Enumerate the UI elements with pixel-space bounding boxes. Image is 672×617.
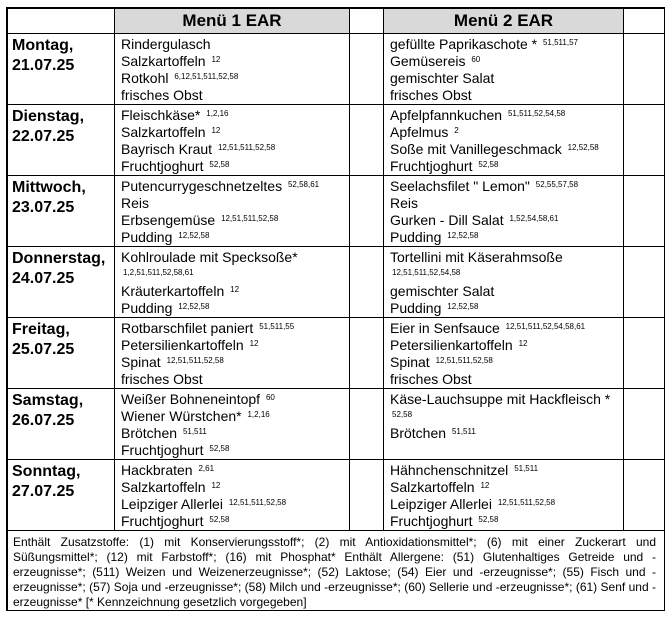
allergen-codes: 12,51,511,52,58 — [166, 356, 224, 365]
dish-name: Hackbraten — [121, 462, 193, 478]
day-date: 26.07.25 — [12, 412, 75, 429]
dish-name: Salzkartoffeln — [121, 124, 206, 140]
menu-item — [121, 496, 349, 513]
menu-item — [390, 249, 623, 283]
dish-name: frisches Obst — [390, 371, 472, 387]
dish-name: Salzkartoffeln — [121, 53, 206, 69]
menu-item — [390, 229, 623, 246]
day-date: 23.07.25 — [12, 199, 75, 216]
allergen-codes: 60 — [265, 393, 275, 402]
menu-item — [390, 283, 623, 300]
allergen-codes: 12,51,511,52,58 — [435, 356, 493, 365]
header-day-cell — [8, 9, 115, 34]
day-row — [8, 247, 665, 318]
allergen-codes: 2 — [454, 126, 459, 135]
day-name: Samstag, — [12, 392, 84, 409]
menu-item — [390, 300, 623, 317]
menu-item — [121, 354, 349, 371]
day-name: Mittwoch, — [12, 179, 86, 196]
menu-item — [390, 36, 623, 53]
day-row — [8, 318, 665, 389]
allergen-codes: 12,52,58 — [447, 302, 479, 311]
menu-item — [390, 87, 623, 104]
menu-item — [390, 212, 623, 229]
allergen-codes: 12,51,511,52,58 — [221, 214, 279, 223]
menu-item — [121, 87, 349, 104]
menu-item — [121, 479, 349, 496]
dish-name: Rotbarschfilet paniert — [121, 320, 254, 336]
day-date: 25.07.25 — [12, 341, 75, 358]
day-name: Sonntag, — [12, 463, 81, 480]
menu-item — [390, 141, 623, 158]
allergen-codes: 12,52,58 — [178, 302, 210, 311]
menu-table — [7, 8, 665, 610]
menu-item — [390, 462, 623, 479]
dish-name: gemischter Salat — [390, 283, 495, 299]
dish-name: gefüllte Paprikaschote * — [390, 36, 538, 52]
dish-name: Petersilienkartoffeln — [121, 337, 244, 353]
menu-item — [390, 479, 623, 496]
allergen-codes: 51,511,52,54,58 — [507, 109, 566, 118]
menu-item — [121, 320, 349, 337]
header-end-cell — [624, 9, 665, 34]
menu-item — [390, 53, 623, 70]
menu1-cell — [115, 34, 350, 105]
allergen-codes: 12 — [211, 481, 221, 490]
menu-item — [121, 337, 349, 354]
allergen-codes: 60 — [471, 55, 481, 64]
dish-name: Hähnchenschnitzel — [390, 462, 509, 478]
allergen-codes: 12,52,58 — [567, 143, 599, 152]
allergen-codes: 1,2,51,511,52,58,61 — [123, 268, 194, 277]
menu-item — [390, 195, 623, 212]
dish-name: Fleischkäse* — [121, 107, 201, 123]
menu-item — [121, 408, 349, 425]
menu-item — [121, 107, 349, 124]
menu-item — [390, 337, 623, 354]
end-cell — [624, 460, 665, 531]
header-spacer-cell — [350, 9, 384, 34]
menu-item — [121, 124, 349, 141]
menu-item — [390, 107, 623, 124]
menu-item — [121, 158, 349, 175]
day-cell — [8, 176, 115, 247]
day-cell — [8, 318, 115, 389]
menu2-cell — [384, 176, 624, 247]
spacer-cell — [350, 34, 384, 105]
menu-item — [121, 36, 349, 53]
spacer-cell — [350, 460, 384, 531]
day-cell — [8, 389, 115, 460]
day-date: 27.07.25 — [12, 483, 75, 500]
allergen-codes: 51,511 — [182, 427, 207, 436]
dish-name: Salzkartoffeln — [121, 479, 206, 495]
dish-name: Reis — [390, 195, 419, 211]
menu-item — [121, 178, 349, 195]
menu-item — [121, 229, 349, 246]
day-cell — [8, 460, 115, 531]
spacer-cell — [350, 105, 384, 176]
allergen-codes: 1,2,16 — [247, 410, 270, 419]
menu1-header: Menü 1 EAR — [115, 9, 350, 34]
allergen-codes: 2,61 — [198, 464, 215, 473]
menu-item — [121, 513, 349, 530]
allergen-codes: 12,52,58 — [447, 231, 479, 240]
menu2-header: Menü 2 EAR — [384, 9, 624, 34]
dish-name: Leipziger Allerlei — [121, 496, 223, 512]
dish-name: Fruchtjoghurt — [121, 158, 204, 174]
allergen-codes: 51,511,55 — [259, 322, 295, 331]
footer-row — [8, 531, 665, 611]
dish-name: Fruchtjoghurt — [121, 513, 204, 529]
menu2-cell — [384, 247, 624, 318]
menu2-cell — [384, 34, 624, 105]
menu-item — [390, 391, 623, 425]
menu-item — [390, 178, 623, 195]
dish-name: frisches Obst — [121, 371, 203, 387]
dish-name: Apfelmus — [390, 124, 449, 140]
menu1-cell — [115, 176, 350, 247]
menu-item — [390, 354, 623, 371]
end-cell — [624, 105, 665, 176]
menu2-cell — [384, 389, 624, 460]
menu1-cell — [115, 105, 350, 176]
menu-item — [121, 391, 349, 408]
menu-item — [390, 124, 623, 141]
dish-name: Reis — [121, 195, 150, 211]
dish-name: Tortellini mit Käserahmsoße — [390, 249, 563, 265]
dish-name: Bayrisch Kraut — [121, 141, 213, 157]
menu-item — [121, 425, 349, 442]
allergen-codes: 12,51,511,52,58 — [228, 498, 287, 507]
dish-name: Seelachsfilet " Lemon" — [390, 178, 530, 194]
menu-item — [121, 283, 349, 300]
menu-plan-sheet — [6, 7, 665, 611]
dish-name: Petersilienkartoffeln — [390, 337, 513, 353]
spacer-cell — [350, 176, 384, 247]
menu1-cell — [115, 389, 350, 460]
day-rows — [8, 34, 665, 531]
allergen-codes: 52,58 — [478, 160, 499, 169]
dish-name: Apfelpfannkuchen — [390, 107, 503, 123]
menu1-cell — [115, 247, 350, 318]
allergen-codes: 1,52,54,58,61 — [509, 214, 559, 223]
dish-name: Gurken - Dill Salat — [390, 212, 504, 228]
allergen-codes: 52,58 — [209, 160, 230, 169]
allergen-codes: 52,58,61 — [287, 180, 320, 189]
allergen-codes: 12 — [230, 285, 240, 294]
menu-item — [390, 371, 623, 388]
spacer-cell — [350, 389, 384, 460]
menu-item — [121, 249, 349, 283]
menu1-cell — [115, 460, 350, 531]
dish-name: Rotkohl — [121, 70, 169, 86]
dish-name: Brötchen — [390, 425, 447, 441]
dish-name: Leipziger Allerlei — [390, 496, 492, 512]
dish-name: Salzkartoffeln — [390, 479, 475, 495]
day-date: 22.07.25 — [12, 128, 75, 145]
dish-name: Fruchtjoghurt — [390, 158, 473, 174]
footer-cell — [8, 531, 665, 611]
day-row — [8, 105, 665, 176]
allergen-codes: 12 — [518, 339, 528, 348]
allergen-codes: 12,51,511,52,54,58,61 — [505, 322, 586, 331]
dish-name: Pudding — [390, 229, 442, 245]
day-date: 24.07.25 — [12, 270, 75, 287]
day-name: Montag, — [12, 37, 74, 54]
menu-item — [121, 442, 349, 459]
menu-item — [390, 425, 623, 442]
menu2-cell — [384, 318, 624, 389]
allergen-codes: 12 — [211, 126, 221, 135]
dish-name: Kräuterkartoffeln — [121, 283, 225, 299]
dish-name: Erbsengemüse — [121, 212, 216, 228]
day-cell — [8, 34, 115, 105]
dish-name: Fruchtjoghurt — [121, 442, 204, 458]
dish-name: Gemüsereis — [390, 53, 466, 69]
dish-name: Putencurrygeschnetzeltes — [121, 178, 283, 194]
menu-item — [121, 212, 349, 229]
allergen-codes: 52,55,57,58 — [535, 180, 579, 189]
allergen-codes: 51,511,57 — [542, 38, 578, 47]
dish-name: Spinat — [390, 354, 430, 370]
allergen-codes: 51,511 — [514, 464, 539, 473]
allergen-codes: 52,58 — [209, 515, 230, 524]
menu-item — [390, 158, 623, 175]
day-row — [8, 34, 665, 105]
menu-item — [390, 320, 623, 337]
menu-item — [121, 53, 349, 70]
additives-allergens-note: Enthält Zusatzstoffe: (1) mit Konservierungsstoff*; (2) mit Antioxidationsmittel*; (6) mit einer Zuckerart und Süßungsmittel*; (12) mit Farbstoff*; (16) mit Phosphat* Enthält Allergene: (51) Glutenhaltiges Getreide und -erzeugnisse*; (511) Weizen und Weizenerzeugnisse*; (52) Laktose; (54) Eier und -erzeugnisse*; (55) Fisch und -erzeugnisse*; (57) Soja und -erzeugnisse*; (58) Milch und -erzeugnisse*; (60) Sellerie und -erzeugnisse*; (61) Senf und -erzeugnisse* [* Kennzeichnung gesetzlich vorgegeben] — [13, 535, 656, 609]
day-cell — [8, 247, 115, 318]
dish-name: Pudding — [121, 229, 173, 245]
end-cell — [624, 389, 665, 460]
menu-item — [121, 70, 349, 87]
day-row — [8, 389, 665, 460]
allergen-codes: 12 — [211, 55, 221, 64]
dish-name: frisches Obst — [390, 87, 472, 103]
day-name: Dienstag, — [12, 108, 85, 125]
end-cell — [624, 176, 665, 247]
spacer-cell — [350, 318, 384, 389]
allergen-codes: 51,511 — [451, 427, 476, 436]
dish-name: gemischter Salat — [390, 70, 495, 86]
day-name: Donnerstag, — [12, 250, 106, 267]
menu1-cell — [115, 318, 350, 389]
end-cell — [624, 247, 665, 318]
menu-item — [390, 70, 623, 87]
allergen-codes: 12,51,511,52,58 — [497, 498, 556, 507]
allergen-codes: 12,52,58 — [178, 231, 210, 240]
menu-item — [121, 300, 349, 317]
menu-item — [390, 496, 623, 513]
dish-name: Pudding — [390, 300, 442, 316]
dish-name: Eier in Senfsauce — [390, 320, 500, 336]
day-row — [8, 460, 665, 531]
dish-name: Weißer Bohneneintopf — [121, 391, 261, 407]
allergen-codes: 12,51,511,52,54,58 — [392, 268, 461, 277]
dish-name: Brötchen — [121, 425, 178, 441]
dish-name: Wiener Würstchen* — [121, 408, 242, 424]
allergen-codes: 52,58 — [209, 444, 230, 453]
dish-name: Spinat — [121, 354, 161, 370]
end-cell — [624, 34, 665, 105]
dish-name: Pudding — [121, 300, 173, 316]
menu-item — [121, 371, 349, 388]
allergen-codes: 52,58 — [392, 410, 413, 419]
header-row — [8, 9, 665, 34]
dish-name: Rindergulasch — [121, 36, 211, 52]
menu-item — [121, 462, 349, 479]
menu2-cell — [384, 105, 624, 176]
dish-name: Soße mit Vanillegeschmack — [390, 141, 562, 157]
dish-name: Fruchtjoghurt — [390, 513, 473, 529]
allergen-codes: 12 — [480, 481, 490, 490]
end-cell — [624, 318, 665, 389]
menu-item — [390, 513, 623, 530]
allergen-codes: 1,2,16 — [206, 109, 229, 118]
menu-item — [121, 195, 349, 212]
day-cell — [8, 105, 115, 176]
allergen-codes: 12,51,511,52,58 — [217, 143, 276, 152]
dish-name: Kohlroulade mit Specksoße* — [121, 249, 298, 265]
day-date: 21.07.25 — [12, 57, 75, 74]
dish-name: Käse-Lauchsuppe mit Hackfleisch * — [390, 391, 611, 407]
day-name: Freitag, — [12, 321, 70, 338]
allergen-codes: 12 — [249, 339, 259, 348]
allergen-codes: 6,12,51,511,52,58 — [174, 72, 239, 81]
allergen-codes: 52,58 — [478, 515, 499, 524]
day-row — [8, 176, 665, 247]
spacer-cell — [350, 247, 384, 318]
menu2-cell — [384, 460, 624, 531]
menu-item — [121, 141, 349, 158]
dish-name: frisches Obst — [121, 87, 203, 103]
